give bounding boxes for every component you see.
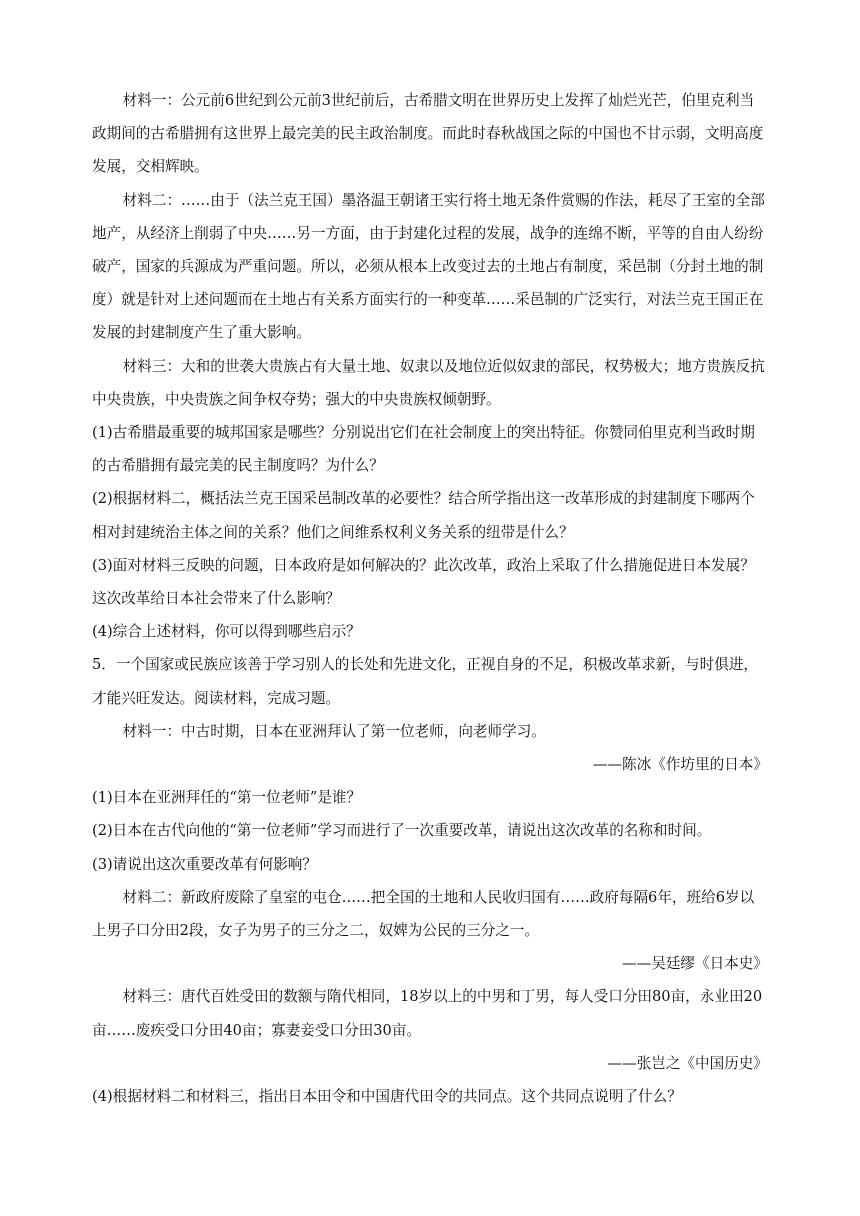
- question-item: (1)古希腊最重要的城邦国家是哪些？分别说出它们在社会制度上的突出特征。你赞同伯里克利当政时期的古希腊拥有最完美的民主制度吗？为什么？: [92, 424, 755, 475]
- material-paragraph: 材料二：……由于（法兰克王国）墨洛温王朝诸王实行将土地无条件赏赐的作法，耗尽了王室的全部地产，从经济上削弱了中央……另一方面，由于封建化过程的发展，战争的连绵不断，平等的自由人纷纷破产，国家的兵源成为严重问题。所以，必须从根本上改变过去的土地占有制度，采邑制（分封土地的制度）就是针对上述问题而在土地占有关系方面实行的一种变革……采邑制的广泛实行，对法兰克王国正在发展的封建制度产生了重大影响。: [92, 191, 765, 342]
- question-item: (3)面对材料三反映的问题，日本政府是如何解决的？此次改革，政治上采取了什么措施促进日本发展？这次改革给日本社会带来了什么影响？: [92, 556, 755, 608]
- source-citation: ——陈冰《作坊里的日本》: [592, 756, 768, 774]
- material-paragraph: 材料三：大和的世袭大贵族占有大量土地、奴隶以及地位近似奴隶的部民，权势极大；地方贵族反抗中央贵族，中央贵族之间争权夺势；强大的中央贵族权倾朝野。: [92, 357, 765, 408]
- question-item: (2)日本在古代向他的“第一位老师”学习而进行了一次重要改革，请说出这次改革的名称和时间。: [92, 822, 712, 840]
- problem-stem: 5．一个国家或民族应该善于学习别人的长处和先进文化，正视自身的不足，积极改革求新，与时俱进，才能兴旺发达。阅读材料，完成习题。: [92, 656, 759, 707]
- question-item: (3)请说出这次重要改革有何影响？: [92, 855, 317, 873]
- source-citation: ——张岂之《中国历史》: [607, 1054, 768, 1072]
- material-paragraph: 材料一：公元前6世纪到公元前3世纪前后，古希腊文明在世界历史上发挥了灿烂光芒，伯里克利当政期间的古希腊拥有这世界上最完美的民主政治制度。而此时春秋战国之际的中国也不甘示弱，文明高度发展，交相辉映。: [92, 92, 764, 176]
- source-citation: ——吴廷缪《日本史》: [622, 955, 768, 973]
- question-item: (4)综合上述材料，你可以得到哪些启示？: [92, 623, 361, 641]
- question-item: (1)日本在亚洲拜任的“第一位老师”是谁？: [92, 789, 362, 807]
- material-paragraph: 材料三：唐代百姓受田的数额与隋代相同，18岁以上的中男和丁男，每人受口分田80亩，永业田20亩……废疾受口分田40亩；寡妻妾受口分田30亩。: [92, 988, 763, 1039]
- material-paragraph: 材料二：新政府废除了皇室的屯仓……把全国的土地和人民收归国有……政府每隔6年，班给6岁以上男子口分田2段，女子为男子的三分之二，奴婢为公民的三分之一。: [92, 888, 755, 940]
- material-paragraph: 材料一：中古时期，日本在亚洲拜认了第一位老师，向老师学习。: [122, 722, 546, 740]
- question-item: (4)根据材料二和材料三，指出日本田令和中国唐代田令的共同点。这个共同点说明了什么？: [92, 1088, 682, 1106]
- question-item: (2)根据材料二，概括法兰克王国采邑制改革的必要性？结合所学指出这一改革形成的封建制度下哪两个相对封建统治主体之间的关系？他们之间维系权利义务关系的纽带是什么？: [92, 490, 755, 541]
